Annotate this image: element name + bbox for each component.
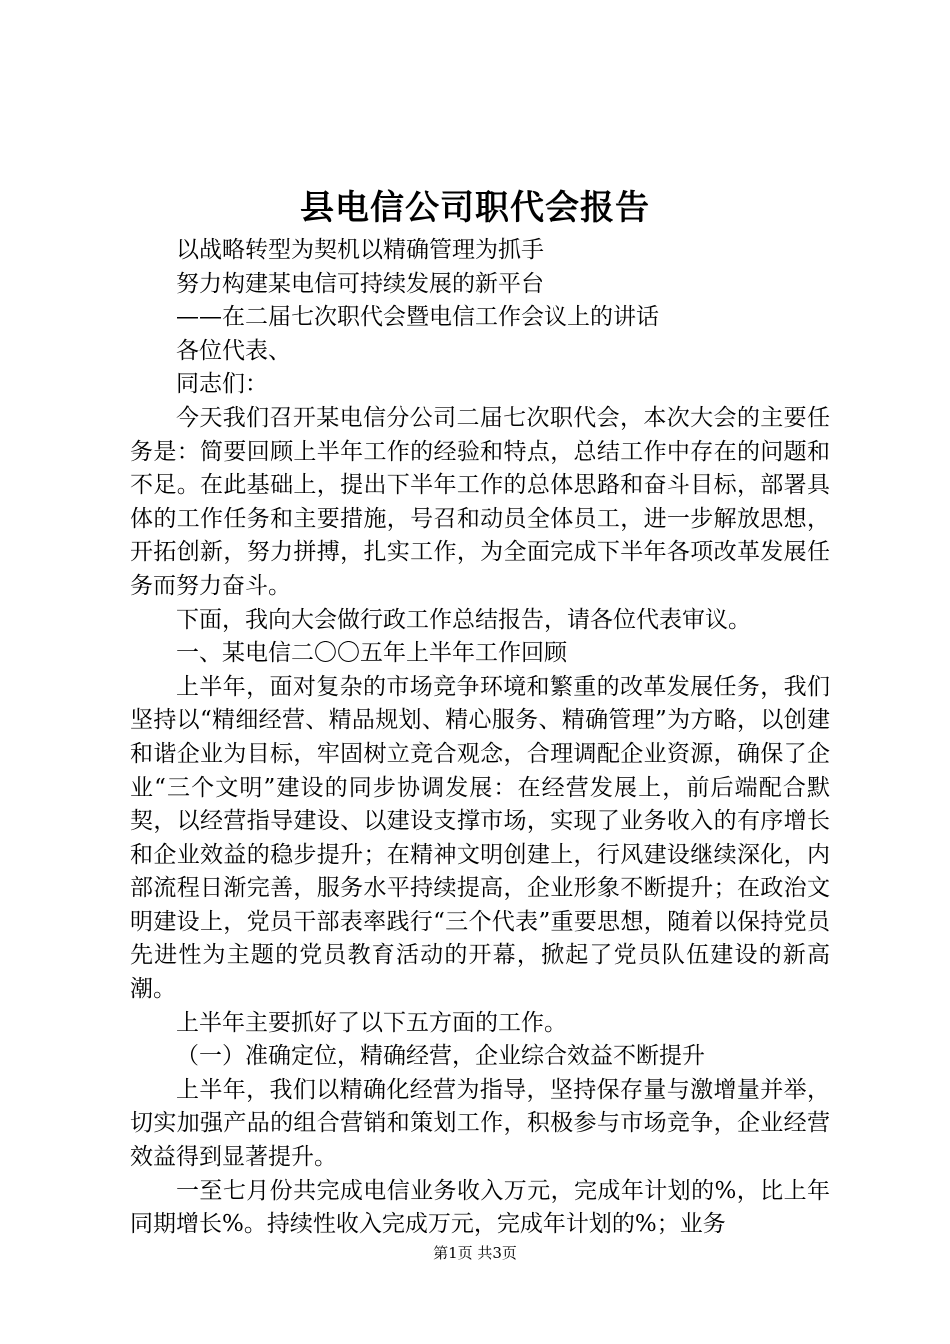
paragraph: 上半年，我们以精确化经营为指导，坚持保存量与激增量并举，切实加强产品的组合营销和策划工作，积极参与市场竞争，企业经营效益得到显著提升。 (130, 1076, 830, 1171)
document-title: 县电信公司职代会报告 (300, 188, 650, 228)
paragraph: 上半年主要抓好了以下五方面的工作。 (176, 1009, 567, 1036)
paragraph: 一至七月份共完成电信业务收入万元，完成年计划的%，比上年同期增长%。持续性收入完成万元，完成年计划的%；业务 (130, 1177, 830, 1238)
subtitle-line-1: 以战略转型为契机以精确管理为抓手 (176, 237, 544, 263)
paragraph: 今天我们召开某电信分公司二届七次职代会，本次大会的主要任务是：简要回顾上半年工作的经验和特点，总结工作中存在的问题和不足。在此基础上，提出下半年工作的总体思路和奋斗目标，部署具体的工作任务和主要措施，号召和动员全体员工，进一步解放思想，开拓创新，努力拼搏，扎实工作，为全面完成下半年各项改革发展任务而努力奋斗。 (130, 404, 830, 599)
document-body (130, 234, 830, 1242)
paragraph: 上半年，面对复杂的市场竞争环境和繁重的改革发展任务，我们坚持以“精细经营、精品规划、精心服务、精确管理”为方略，以创建和谐企业为目标，牢固树立竞合观念，合理调配企业资源，确保了企业“三个文明”建设的同步协调发展：在经营发展上，前后端配合默契，以经营指导建设、以建设支撑市场，实现了业务收入的有序增长和企业效益的稳步提升；在精神文明创建上，行风建设继续深化，内部流程日渐完善，服务水平持续提高，企业形象不断提升；在政治文明建设上，党员干部表率践行“三个代表”重要思想，随着以保持党员先进性为主题的党员教育活动的开幕，掀起了党员队伍建设的新高潮。 (130, 673, 830, 1003)
subsection-heading: （一）准确定位，精确经营，企业综合效益不断提升 (176, 1043, 705, 1070)
paragraph: 下面，我向大会做行政工作总结报告，请各位代表审议。 (176, 606, 751, 633)
section-heading: 一、某电信二〇〇五年上半年工作回顾 (176, 640, 567, 667)
salutation-1: 各位代表、 (176, 337, 291, 364)
page-number-footer: 第1页 共3页 (433, 1244, 517, 1262)
subtitle-line-3: ——在二届七次职代会暨电信工作会议上的讲话 (176, 304, 659, 331)
subtitle-line-2: 努力构建某电信可持续发展的新平台 (176, 270, 544, 297)
salutation-2: 同志们： (176, 371, 268, 398)
